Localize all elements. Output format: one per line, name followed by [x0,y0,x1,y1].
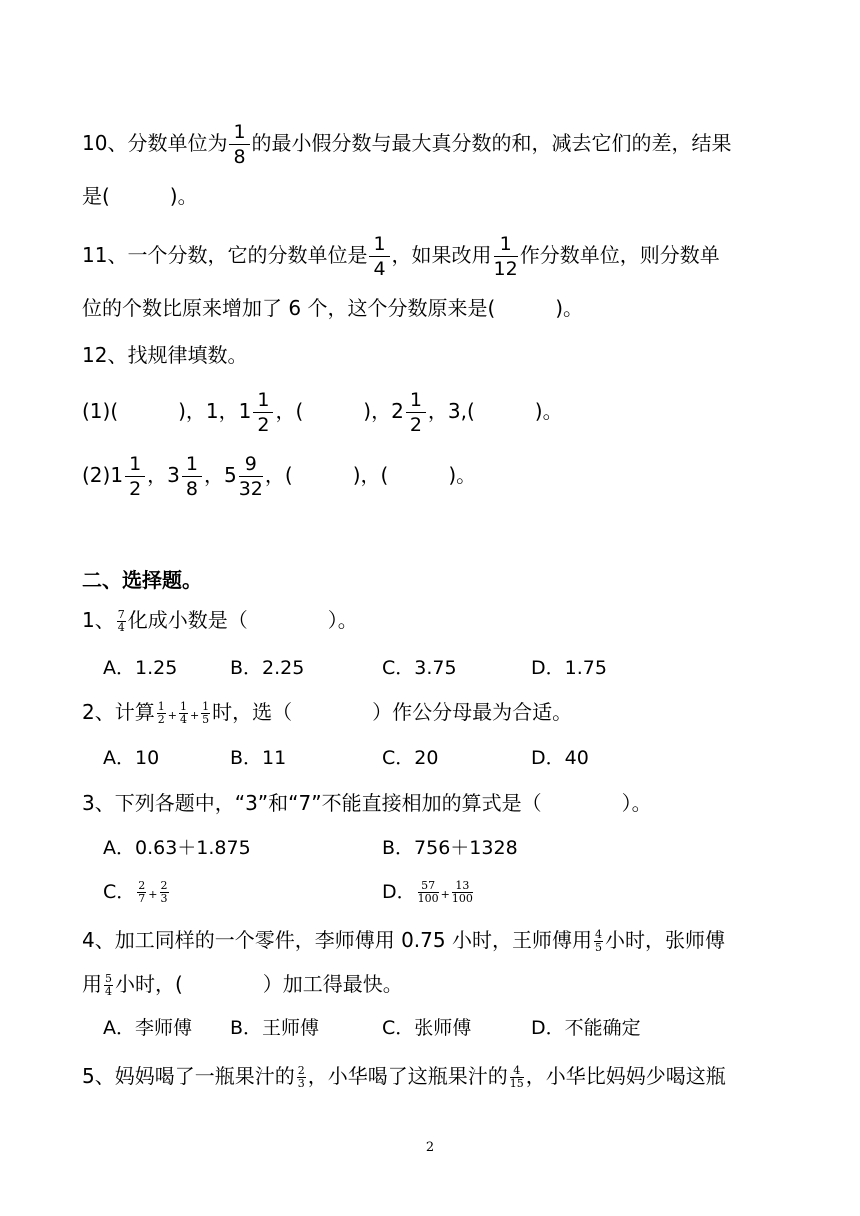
option-a[interactable]: A．1.25 [103,657,178,679]
option-b[interactable]: B．11 [230,747,287,769]
option-c[interactable]: C．张师傅 [382,1017,472,1039]
option-a[interactable]: A．0.63＋1.875 [103,837,251,859]
page-number: 2 [425,1140,435,1155]
option-c[interactable]: C． $\frac{2}{7}$ + $\frac{2}{3}$ [103,879,168,905]
choice-question-2: 2、计算 $\frac{1}{2}$ + $\frac{1}{4}$ + $\frac{1}{5}$ 时，选（ ）作公分母最为合适。 [82,700,573,726]
fraction: $\frac{1}{4}$ [179,700,187,726]
fraction: $\frac{1}{12}$ [493,233,518,280]
option-b[interactable]: B．王师傅 [230,1017,320,1039]
option-b[interactable]: B．756＋1328 [382,837,518,859]
fraction: $\frac{1}{4}$ [369,232,389,281]
fraction: $\frac{2}{3}$ [297,1064,305,1090]
section-title: 二、选择题。 [82,568,202,592]
question-12-title: 12、找规律填数。 [82,343,248,367]
option-d[interactable]: D．不能确定 [531,1017,641,1039]
question-11-line1: 11、一个分数，它的分数单位是 $\frac{1}{4}$ ，如果改用 $\frac{1}{12}$ 作分数单位，则分数单 [82,233,720,280]
question-11-line2: 位的个数比原来增加了 6 个，这个分数原来是( )。 [82,296,584,320]
option-d[interactable]: D． $\frac{57}{100}$ + $\frac{13}{100}$ [382,879,473,905]
option-c[interactable]: C．3.75 [382,657,457,679]
fraction: $\frac{1}{2}$ [157,700,165,726]
fraction: $\frac{9}{32}$ [238,453,263,500]
fraction: $\frac{57}{100}$ [417,879,439,905]
fraction: $\frac{5}{4}$ [105,972,112,998]
fraction: $\frac{2}{3}$ [160,879,168,905]
option-c[interactable]: C．20 [382,747,439,769]
fraction: $\frac{1}{2}$ [406,388,426,437]
choice-question-3: 3、下列各题中，“3”和“7”不能直接相加的算式是（ ）。 [82,791,652,815]
option-a[interactable]: A．10 [103,747,160,769]
fraction: $\frac{1}{8}$ [229,120,249,169]
choice-question-5: 5、妈妈喝了一瓶果汁的 $\frac{2}{3}$ ，小华喝了这瓶果汁的 $\frac{4}{15}$ ，小华比妈妈少喝这瓶 [82,1064,726,1090]
option-b[interactable]: B．2.25 [230,657,305,679]
question-12-sequence-2: (2)1 $\frac{1}{2}$ ，3 $\frac{1}{8}$ ，5 $\frac{9}{32}$ ，( )，( )。 [82,453,477,500]
fraction: $\frac{1}{2}$ [125,452,145,501]
choice-question-4-line1: 4、加工同样的一个零件，李师傅用 0.75 小时，王师傅用 $\frac{4}{5}$ 小时，张师傅 [82,928,725,954]
fraction: $\frac{1}{8}$ [182,452,202,501]
question-10-line1: 10、分数单位为 $\frac{1}{8}$ 的最小假分数与最大真分数的和，减去它们的差，结果 [82,121,732,168]
fraction: $\frac{2}{7}$ [138,879,146,905]
choice-question-4-line2: 用 $\frac{5}{4}$ 小时，( ）加工得最快。 [82,972,403,998]
fraction: $\frac{13}{100}$ [451,879,473,905]
option-a[interactable]: A．李师傅 [103,1017,192,1039]
option-d[interactable]: D．1.75 [531,657,607,679]
fraction: $\frac{4}{15}$ [509,1064,524,1090]
question-12-sequence-1: (1)( )，1，1 $\frac{1}{2}$ ，( )，2 $\frac{1}{2}$ ，3,( )。 [82,389,563,436]
fraction: $\frac{7}{4}$ [117,608,125,634]
question-10-line2: 是( )。 [82,184,198,208]
fraction: $\frac{1}{2}$ [253,388,273,437]
choice-question-1: 1、 $\frac{7}{4}$ 化成小数是（ ）。 [82,608,358,634]
fraction: $\frac{1}{5}$ [202,700,210,726]
option-d[interactable]: D．40 [531,747,589,769]
fraction: $\frac{4}{5}$ [594,928,602,954]
